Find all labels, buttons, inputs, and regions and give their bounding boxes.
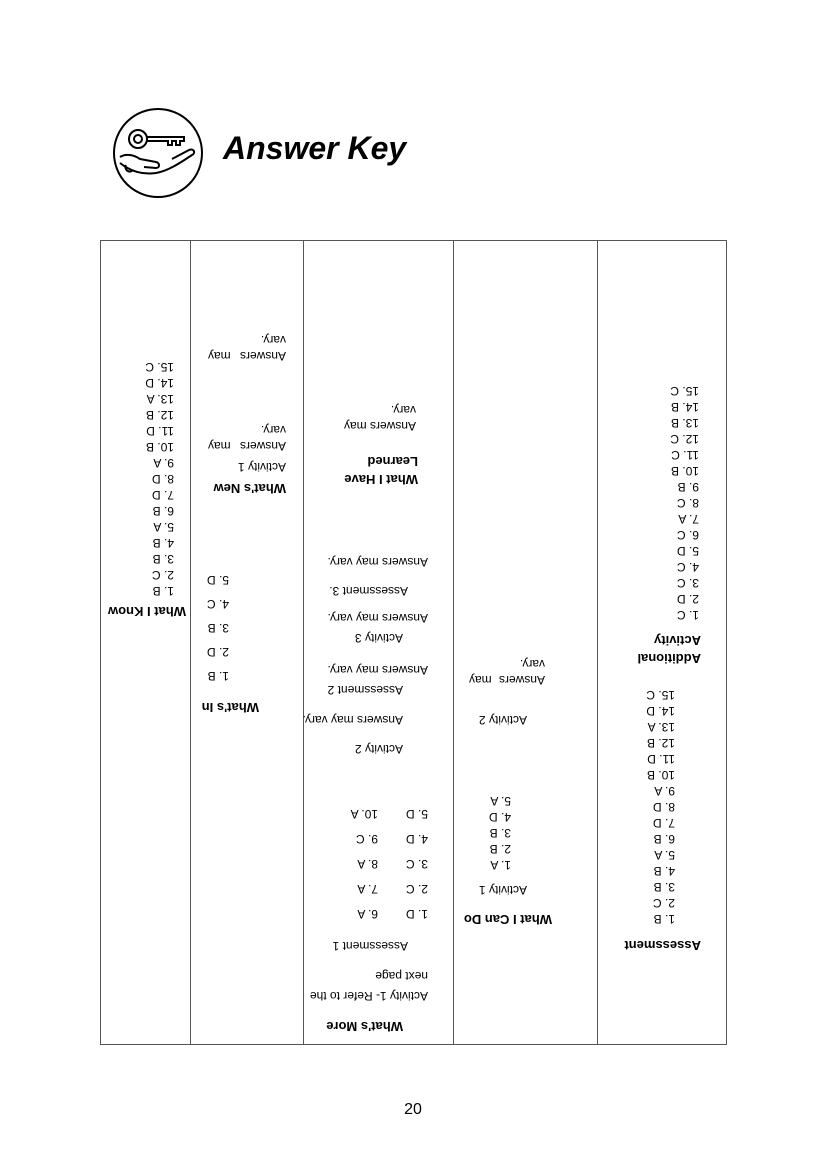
list-item: 1. A xyxy=(490,858,511,872)
list-item: 3. B xyxy=(489,826,511,840)
assessment-heading: Assessment xyxy=(624,938,701,953)
assessment-1-label: Assessment 1 xyxy=(332,939,408,953)
list-item: 15. C xyxy=(145,360,174,374)
list-item: 1. B xyxy=(152,584,174,598)
whats-more-activity-1: Activity 1- Refer to the next page xyxy=(309,969,428,1003)
assessment-2-label: Assessment 2 xyxy=(327,683,403,697)
assessment-3-label: Assessment 3. xyxy=(329,584,408,598)
list-item: 5. A xyxy=(490,794,511,808)
whats-in-answers xyxy=(207,572,229,684)
list-item: 4. B xyxy=(152,536,174,550)
what-i-have-learned-answer: Answers may vary. xyxy=(343,403,416,433)
list-item: 6. B xyxy=(152,504,174,518)
list-item: 6. C xyxy=(676,528,699,542)
can-do-activity-2-label: Activity 2 xyxy=(478,713,527,727)
list-item: 1. B xyxy=(207,669,229,683)
list-item: 2. C xyxy=(151,568,174,582)
what-i-have-learned-heading: What I Have Learned xyxy=(344,454,418,487)
list-item: 9. C xyxy=(355,832,378,846)
whats-in-heading: What's In xyxy=(201,700,259,715)
column-whats-in-new xyxy=(190,241,304,1044)
what-i-know-heading: What I Know xyxy=(108,604,186,619)
list-item: 15. C xyxy=(646,688,675,702)
list-item: 14. D xyxy=(145,376,174,390)
whats-new-heading: What's New xyxy=(213,481,286,496)
list-item: 8. A xyxy=(357,857,378,871)
assessment-1-answers-col1 xyxy=(406,806,428,922)
can-do-activity-1-answers xyxy=(489,793,511,873)
list-item: 7. A xyxy=(357,882,378,896)
whats-new-activity-label: Activity 1 xyxy=(237,460,286,474)
list-item: 8. C xyxy=(676,496,699,510)
list-item: 13. B xyxy=(670,416,699,430)
activity-3-label: Activity 3 xyxy=(354,631,403,645)
list-item: 4. D xyxy=(488,810,511,824)
list-item: 2. D xyxy=(206,645,229,659)
assessment-1-answers-col2 xyxy=(351,806,378,922)
additional-activity-answers xyxy=(670,383,699,623)
key-in-hand-logo xyxy=(112,107,204,199)
list-item: 4. C xyxy=(206,597,229,611)
list-item: 10. B xyxy=(646,768,675,782)
list-item: 5. D xyxy=(405,807,428,821)
assessment-3-answer: Answers may vary. xyxy=(327,555,428,569)
list-item: 11. C xyxy=(671,448,699,462)
list-item: 9. A xyxy=(654,784,675,798)
list-item: 3. B xyxy=(653,880,675,894)
list-item: 7. D xyxy=(151,488,174,502)
list-item: 3. B xyxy=(152,552,174,566)
activity-3-answer: Answers may vary. xyxy=(327,611,428,625)
column-what-i-know xyxy=(101,241,191,1044)
list-item: 4. B xyxy=(653,864,675,878)
list-item: 5. D xyxy=(206,573,229,587)
list-item: 14. D xyxy=(646,704,675,718)
list-item: 7. D xyxy=(652,816,675,830)
what-i-know-answers xyxy=(145,359,174,599)
list-item: 9. A xyxy=(153,456,174,470)
activity-2-label: Activity 2 xyxy=(354,742,403,756)
list-item: 2. C xyxy=(652,896,675,910)
list-item: 1. B xyxy=(653,912,675,926)
list-item: 8. D xyxy=(652,800,675,814)
whats-new-answer-2: Answers may vary. xyxy=(207,333,286,363)
list-item: 11. D xyxy=(146,424,174,438)
list-item: 4. D xyxy=(405,832,428,846)
activity-2-answer: Answers may vary. xyxy=(303,713,403,727)
list-item: 6. A xyxy=(357,907,378,921)
list-item: 5. A xyxy=(153,520,174,534)
whats-new-answer-1: Answers may vary. xyxy=(207,423,286,453)
list-item: 10. B xyxy=(145,440,174,454)
column-assessment xyxy=(597,241,727,1044)
list-item: 13. A xyxy=(647,720,675,734)
column-whats-more xyxy=(303,241,454,1044)
list-item: 12. C xyxy=(670,432,699,446)
list-item: 10. A xyxy=(350,807,378,821)
can-do-activity-1-label: Activity 1 xyxy=(478,883,527,897)
list-item: 13. A xyxy=(146,392,174,406)
list-item: 12. B xyxy=(145,408,174,422)
what-i-can-do-heading: What I Can Do xyxy=(463,912,552,927)
list-item: 5. A xyxy=(654,848,675,862)
page-number: 20 xyxy=(404,1101,422,1118)
list-item: 11. D xyxy=(647,752,675,766)
list-item: 3. B xyxy=(207,621,229,635)
list-item: 4. C xyxy=(676,560,699,574)
additional-activity-heading: Additional Activity xyxy=(637,633,701,666)
list-item: 10. B xyxy=(670,464,699,478)
list-item: 7. A xyxy=(678,512,699,526)
can-do-activity-2-answer: Answers may vary. xyxy=(468,657,545,687)
assessment-answers xyxy=(646,687,675,927)
list-item: 8. D xyxy=(151,472,174,486)
list-item: 3. C xyxy=(676,576,699,590)
column-what-i-can-do xyxy=(453,241,598,1044)
list-item: 5. D xyxy=(676,544,699,558)
whats-more-heading: What's More xyxy=(326,1019,403,1034)
page-title: Answer Key xyxy=(223,130,407,166)
list-item: 9. B xyxy=(677,480,699,494)
list-item: 2. B xyxy=(489,842,511,856)
list-item: 6. B xyxy=(653,832,675,846)
list-item: 3. C xyxy=(405,857,428,871)
list-item: 2. C xyxy=(405,882,428,896)
list-item: 14. B xyxy=(670,400,699,414)
assessment-2-answer: Answers may vary. xyxy=(327,663,428,677)
list-item: 15. C xyxy=(670,384,699,398)
list-item: 12. B xyxy=(646,736,675,750)
list-item: 2. D xyxy=(676,592,699,606)
list-item: 1. D xyxy=(405,907,428,921)
answer-key-table xyxy=(100,240,727,1045)
list-item: 1. C xyxy=(676,608,699,622)
